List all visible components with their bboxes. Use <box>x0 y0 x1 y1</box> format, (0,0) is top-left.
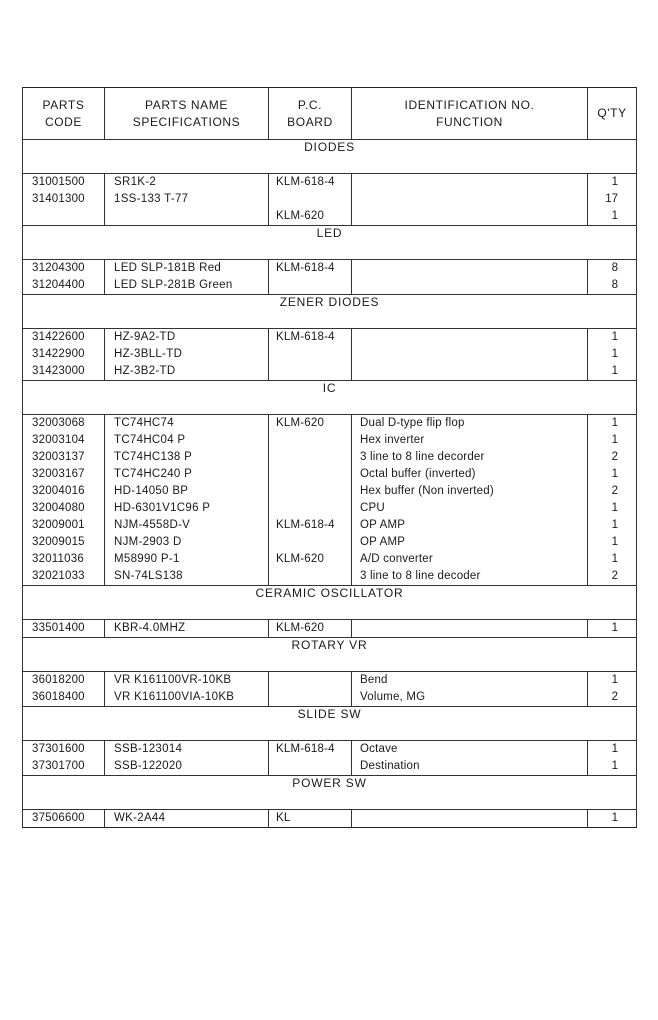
header-line: IDENTIFICATION NO. <box>404 97 535 112</box>
cell-pc: KLM-618-4 <box>276 176 335 188</box>
cell-code: 31401300 <box>32 193 85 205</box>
cell-pc <box>269 500 351 517</box>
cell-code <box>23 208 104 225</box>
column-cell-name <box>105 810 269 828</box>
cell-code: 32003104 <box>32 434 85 446</box>
column-cell-ident <box>352 672 588 707</box>
section-body-row <box>23 415 637 586</box>
cell-name: VR K161100VR-10KB <box>114 674 232 686</box>
cell-pc <box>269 689 351 706</box>
cell-name: HD-6301V1C96 P <box>114 502 211 514</box>
cell-name: 1SS-133 T-77 <box>114 193 189 205</box>
header-line: CODE <box>44 114 83 129</box>
cell-pc <box>269 568 351 585</box>
cell-code: 31423000 <box>32 365 85 377</box>
section-header-row <box>23 586 637 620</box>
section-title: DIODES <box>23 140 637 174</box>
cell-ident: Bend <box>360 674 388 686</box>
header-line: Q'TY <box>597 106 627 120</box>
column-cell-code <box>23 415 105 586</box>
cell-code: 31422900 <box>32 348 85 360</box>
cell-ident: OP AMP <box>360 519 406 531</box>
cell-qty: 1 <box>611 331 618 343</box>
section-body-row <box>23 260 637 295</box>
cell-qty: 1 <box>611 743 618 755</box>
column-cell-code <box>23 741 105 776</box>
cell-pc: KLM-620 <box>276 622 325 634</box>
cell-pc: KLM-618-4 <box>276 743 335 755</box>
column-cell-qty <box>588 415 637 586</box>
column-cell-ident <box>352 329 588 381</box>
cell-name: SN-74LS138 <box>114 570 183 582</box>
cell-pc: KLM-618-4 <box>276 262 335 274</box>
cell-qty: 1 <box>611 365 618 377</box>
column-cell-pc <box>269 329 352 381</box>
section-header-row <box>23 140 637 174</box>
parts-list-table <box>22 87 637 828</box>
section-title: SLIDE SW <box>23 707 637 741</box>
column-cell-qty <box>588 672 637 707</box>
cell-code: 32004080 <box>32 502 85 514</box>
cell-code: 32003068 <box>32 417 85 429</box>
cell-qty: 1 <box>611 210 618 222</box>
cell-qty: 1 <box>611 622 618 634</box>
cell-qty: 8 <box>611 262 618 274</box>
cell-code: 36018200 <box>32 674 85 686</box>
column-cell-qty <box>588 174 637 226</box>
cell-code: 31204300 <box>32 262 85 274</box>
cell-code: 32011036 <box>32 553 84 565</box>
column-cell-code <box>23 260 105 295</box>
cell-name: WK-2A44 <box>114 812 166 824</box>
column-cell-code <box>23 329 105 381</box>
cell-ident: Hex inverter <box>360 434 425 446</box>
cell-qty: 1 <box>611 519 618 531</box>
cell-name <box>105 208 268 225</box>
header-line: PARTS NAME <box>145 97 228 112</box>
cell-ident <box>352 346 587 363</box>
cell-ident <box>352 363 587 380</box>
cell-ident <box>352 174 587 191</box>
cell-ident: Dual D-type flip flop <box>360 417 465 429</box>
cell-code: 32009001 <box>32 519 85 531</box>
cell-pc: KLM-618-4 <box>276 519 335 531</box>
cell-ident: Hex buffer (Non inverted) <box>360 485 494 497</box>
cell-ident: OP AMP <box>360 536 406 548</box>
cell-name: LED SLP-281B Green <box>114 279 233 291</box>
cell-name: HZ-3BLL-TD <box>114 348 183 360</box>
cell-qty: 1 <box>611 553 618 565</box>
cell-pc: KLM-620 <box>276 417 325 429</box>
cell-pc <box>269 432 351 449</box>
column-cell-name <box>105 329 269 381</box>
column-cell-name <box>105 741 269 776</box>
header-identification <box>352 88 588 140</box>
column-cell-ident <box>352 415 588 586</box>
section-header-row <box>23 776 637 810</box>
cell-code: 37301700 <box>32 760 85 772</box>
cell-ident: 3 line to 8 line decoder <box>360 570 481 582</box>
column-cell-qty <box>588 741 637 776</box>
cell-qty: 1 <box>611 176 618 188</box>
cell-ident: CPU <box>360 502 385 514</box>
cell-ident: Octal buffer (inverted) <box>360 468 476 480</box>
cell-ident: Volume, MG <box>360 691 426 703</box>
cell-code: 32021033 <box>32 570 85 582</box>
cell-name: TC74HC74 <box>114 417 174 429</box>
column-cell-qty <box>588 620 637 638</box>
cell-pc <box>269 534 351 551</box>
cell-name: TC74HC138 P <box>114 451 193 463</box>
section-body-row <box>23 741 637 776</box>
section-header-row <box>23 295 637 329</box>
cell-code: 32003137 <box>32 451 85 463</box>
cell-pc <box>269 466 351 483</box>
cell-ident: 3 line to 8 line decorder <box>360 451 485 463</box>
column-cell-name <box>105 415 269 586</box>
cell-code: 33501400 <box>32 622 85 634</box>
cell-pc: KLM-618-4 <box>276 331 335 343</box>
column-cell-qty <box>588 260 637 295</box>
section-body-row <box>23 810 637 828</box>
cell-pc <box>269 758 351 775</box>
cell-name: SR1K-2 <box>114 176 157 188</box>
section-body-row <box>23 672 637 707</box>
section-body-row <box>23 174 637 226</box>
header-quantity <box>588 88 637 140</box>
cell-ident <box>352 810 587 827</box>
section-header-row <box>23 226 637 260</box>
cell-qty: 1 <box>611 674 618 686</box>
cell-ident: Destination <box>360 760 420 772</box>
section-title: LED <box>23 226 637 260</box>
cell-qty: 1 <box>611 417 618 429</box>
section-header-row <box>23 381 637 415</box>
cell-ident <box>352 260 587 277</box>
table-header <box>23 88 637 140</box>
column-cell-pc <box>269 174 352 226</box>
cell-pc <box>269 449 351 466</box>
column-cell-ident <box>352 260 588 295</box>
column-cell-pc <box>269 741 352 776</box>
cell-code: 31204400 <box>32 279 85 291</box>
cell-pc: KL <box>276 812 291 824</box>
cell-qty: 2 <box>611 570 618 582</box>
header-row <box>23 88 637 140</box>
header-parts-name <box>105 88 269 140</box>
section-body-row <box>23 329 637 381</box>
column-cell-qty <box>588 810 637 828</box>
cell-qty: 8 <box>611 279 618 291</box>
cell-pc: KLM-620 <box>276 210 325 222</box>
cell-code: 37506600 <box>32 812 85 824</box>
column-cell-name <box>105 620 269 638</box>
cell-qty: 2 <box>611 451 618 463</box>
section-header-row <box>23 638 637 672</box>
column-cell-qty <box>588 329 637 381</box>
cell-code: 31001500 <box>32 176 85 188</box>
cell-qty: 1 <box>611 468 618 480</box>
cell-pc <box>269 672 351 689</box>
cell-name: HZ-3B2-TD <box>114 365 176 377</box>
column-cell-ident <box>352 810 588 828</box>
section-title: IC <box>23 381 637 415</box>
section-title: ZENER DIODES <box>23 295 637 329</box>
cell-qty: 1 <box>611 348 618 360</box>
cell-pc: KLM-620 <box>276 553 325 565</box>
cell-qty: 1 <box>611 760 618 772</box>
cell-pc <box>269 191 351 208</box>
cell-name: M58990 P-1 <box>114 553 180 565</box>
cell-code: 32009015 <box>32 536 85 548</box>
section-title: CERAMIC OSCILLATOR <box>23 586 637 620</box>
column-cell-pc <box>269 260 352 295</box>
cell-pc <box>269 277 351 294</box>
cell-code: 37301600 <box>32 743 85 755</box>
header-line: P.C. <box>297 97 323 112</box>
column-cell-ident <box>352 620 588 638</box>
column-cell-pc <box>269 810 352 828</box>
cell-name: SSB-123014 <box>114 743 183 755</box>
cell-ident: A/D converter <box>360 553 433 565</box>
column-cell-code <box>23 174 105 226</box>
cell-ident <box>352 191 587 208</box>
column-cell-pc <box>269 620 352 638</box>
cell-qty: 2 <box>611 691 618 703</box>
cell-ident <box>352 277 587 294</box>
section-header-row <box>23 707 637 741</box>
cell-name: HZ-9A2-TD <box>114 331 176 343</box>
cell-pc <box>269 483 351 500</box>
column-cell-code <box>23 620 105 638</box>
cell-name: SSB-122020 <box>114 760 183 772</box>
section-title: ROTARY VR <box>23 638 637 672</box>
cell-qty: 2 <box>611 485 618 497</box>
cell-name: NJM-2903 D <box>114 536 182 548</box>
cell-qty: 1 <box>611 812 618 824</box>
cell-qty: 1 <box>611 434 618 446</box>
column-cell-pc <box>269 672 352 707</box>
section-body-row <box>23 620 637 638</box>
table-body <box>23 140 637 828</box>
cell-code: 31422600 <box>32 331 85 343</box>
column-cell-code <box>23 810 105 828</box>
header-line: FUNCTION <box>436 114 503 129</box>
header-line: BOARD <box>287 114 333 129</box>
header-line: SPECIFICATIONS <box>132 114 241 129</box>
header-line: PARTS <box>42 97 85 112</box>
cell-name: LED SLP-181B Red <box>114 262 222 274</box>
header-parts-code <box>23 88 105 140</box>
cell-code: 32004016 <box>32 485 85 497</box>
cell-code: 36018400 <box>32 691 85 703</box>
cell-code: 32003167 <box>32 468 85 480</box>
cell-name: TC74HC240 P <box>114 468 193 480</box>
cell-pc <box>269 346 351 363</box>
cell-name: HD-14050 BP <box>114 485 189 497</box>
cell-qty: 17 <box>605 193 618 205</box>
section-title: POWER SW <box>23 776 637 810</box>
cell-ident <box>352 620 587 637</box>
cell-qty: 1 <box>611 502 618 514</box>
cell-ident: Octave <box>360 743 398 755</box>
cell-name: KBR-4.0MHZ <box>114 622 186 634</box>
column-cell-name <box>105 174 269 226</box>
column-cell-ident <box>352 174 588 226</box>
column-cell-name <box>105 672 269 707</box>
cell-qty: 1 <box>611 536 618 548</box>
cell-ident <box>352 329 587 346</box>
column-cell-code <box>23 672 105 707</box>
column-cell-name <box>105 260 269 295</box>
column-cell-pc <box>269 415 352 586</box>
cell-pc <box>269 363 351 380</box>
column-cell-ident <box>352 741 588 776</box>
header-pc-board <box>269 88 352 140</box>
cell-name: NJM-4558D-V <box>114 519 191 531</box>
cell-name: VR K161100VIA-10KB <box>114 691 235 703</box>
cell-name: TC74HC04 P <box>114 434 186 446</box>
cell-ident <box>352 208 587 225</box>
